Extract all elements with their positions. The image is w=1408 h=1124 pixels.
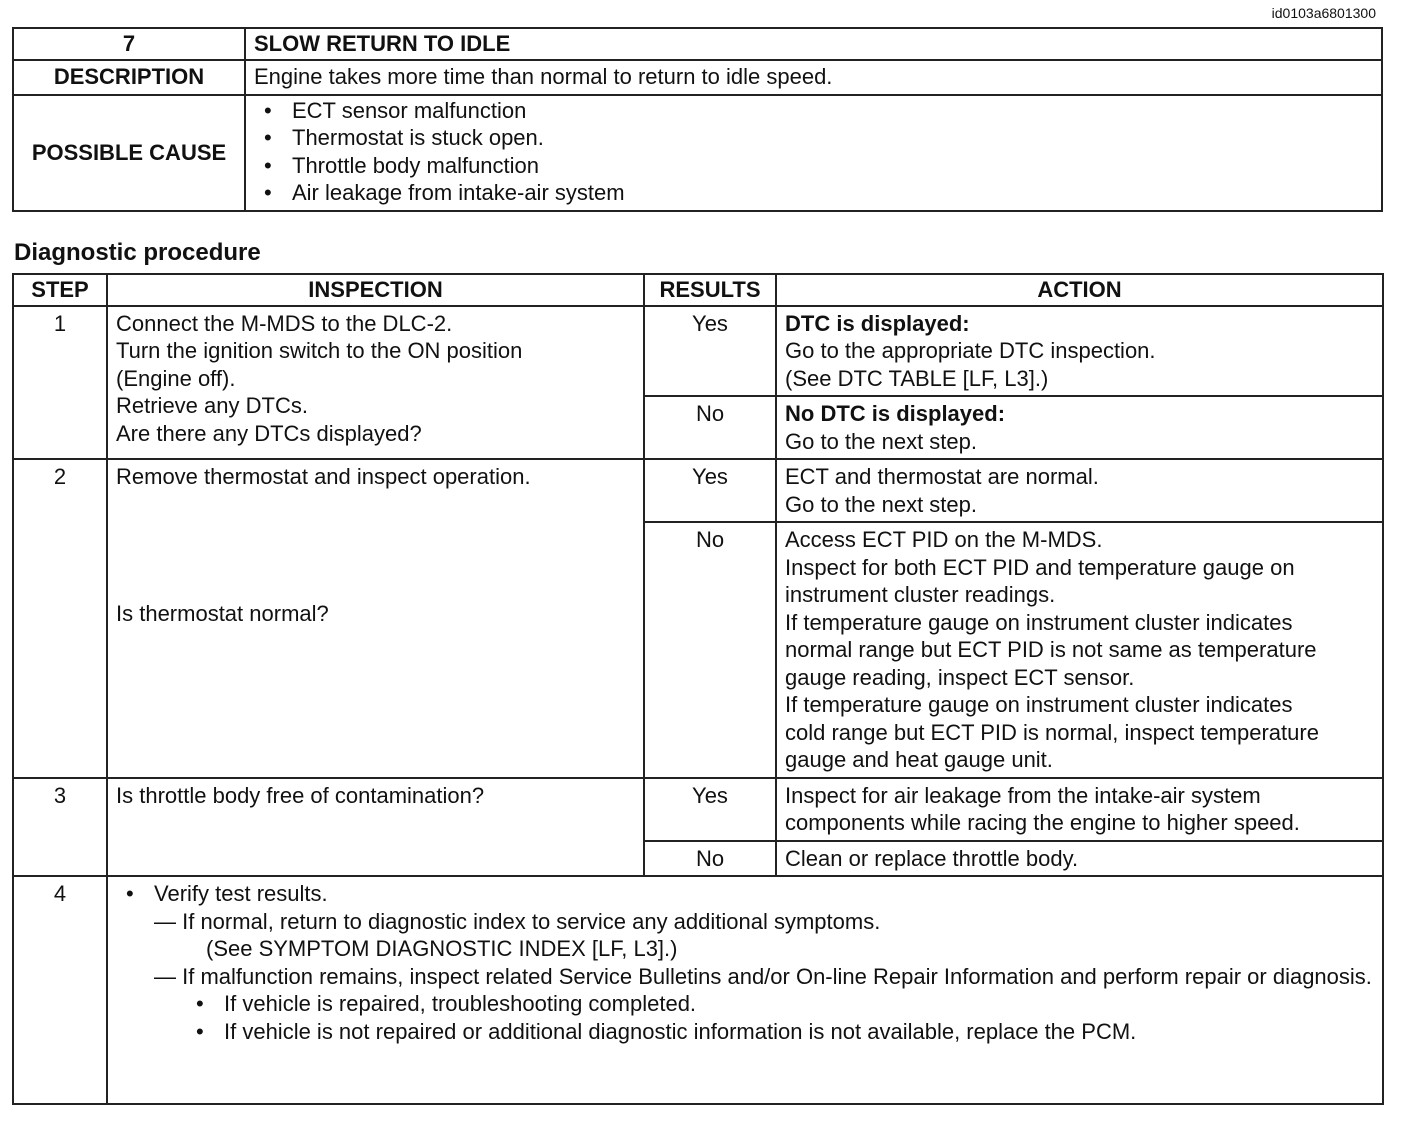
symptom-title: SLOW RETURN TO IDLE	[245, 28, 1382, 60]
result-no: No	[644, 396, 776, 459]
step-number: 1	[13, 306, 107, 460]
possible-cause-row	[13, 95, 1382, 211]
action-line: Inspect for air leakage from the intake-air system	[785, 782, 1261, 808]
inspection-line: Remove thermostat and inspect operation.	[116, 464, 531, 489]
action-heading: DTC is displayed:	[785, 310, 970, 336]
step-number: 3	[13, 778, 107, 877]
step-inspection	[107, 306, 644, 460]
malfunction-dash-line: — If malfunction remains, inspect related Service Bulletins and/or On-line Repair Information and perform repair or diagnosis.	[154, 963, 1372, 989]
action-line: instrument cluster readings.	[785, 582, 1056, 607]
repair-sub-item: • If vehicle is repaired, troubleshooting completed.	[224, 990, 1374, 1018]
action-no	[776, 396, 1383, 459]
action-line: (See DTC TABLE [LF, L3].)	[785, 365, 1049, 391]
symptom-number: 7	[13, 28, 245, 60]
inspection-question: Is thermostat normal?	[116, 601, 329, 626]
action-line: If temperature gauge on instrument cluster indicates	[785, 692, 1293, 717]
inspection-line: Retrieve any DTCs.	[116, 393, 308, 418]
inspection-line: Turn the ignition switch to the ON position	[116, 338, 523, 363]
result-no: No	[644, 841, 776, 877]
cause-item: • Throttle body malfunction	[292, 152, 1373, 180]
step-1-yes-row	[13, 306, 1383, 397]
diagnostic-procedure-table	[12, 273, 1384, 1105]
header-results: RESULTS	[644, 274, 776, 306]
document-id: id0103a6801300	[1271, 5, 1376, 21]
action-yes	[776, 306, 1383, 397]
repair-sub-item: • If vehicle is not repaired or additional diagnostic information is not available, replace the PCM.	[224, 1018, 1374, 1046]
action-line: Access ECT PID on the M-MDS.	[785, 527, 1103, 552]
verify-bullet	[154, 880, 1374, 1045]
possible-cause-label: POSSIBLE CAUSE	[13, 95, 245, 211]
step-number: 2	[13, 459, 107, 778]
action-heading: No DTC is displayed:	[785, 401, 1006, 426]
action-line: Go to the appropriate DTC inspection.	[785, 338, 1156, 363]
repair-sub-list	[154, 990, 1374, 1045]
cause-item: • Thermostat is stuck open.	[292, 124, 1373, 152]
action-line: Inspect for both ECT PID and temperature gauge on	[785, 554, 1295, 580]
result-yes: Yes	[644, 306, 776, 397]
action-yes	[776, 778, 1383, 841]
action-line: Go to the next step.	[785, 428, 978, 454]
symptom-table	[12, 27, 1383, 212]
action-line: components while racing the engine to higher speed.	[785, 810, 1300, 835]
result-yes: Yes	[644, 778, 776, 841]
header-step: STEP	[13, 274, 107, 306]
action-yes	[776, 459, 1383, 522]
action-line: cold range but ECT PID is normal, inspect temperature	[785, 719, 1319, 745]
normal-dash-line: — If normal, return to diagnostic index to service any additional symptoms.	[154, 908, 881, 934]
action-line: normal range but ECT PID is not same as temperature	[785, 637, 1317, 662]
result-no: No	[644, 522, 776, 778]
inspection-line: Connect the M-MDS to the DLC-2.	[116, 310, 453, 336]
action-line: gauge and heat gauge unit.	[785, 747, 1053, 772]
step-2-yes-row	[13, 459, 1383, 522]
inspection-line: (Engine off).	[116, 365, 236, 391]
header-row	[13, 274, 1383, 306]
step-number: 4	[13, 876, 107, 1104]
action-line: ECT and thermostat are normal.	[785, 464, 1099, 489]
description-row	[13, 60, 1382, 95]
action-line: gauge reading, inspect ECT sensor.	[785, 664, 1135, 690]
cause-item: • Air leakage from intake-air system	[292, 179, 1373, 207]
cause-item: • ECT sensor malfunction	[292, 97, 1373, 125]
normal-dash-reference: (See SYMPTOM DIAGNOSTIC INDEX [LF, L3].)	[206, 936, 678, 961]
section-title: Diagnostic procedure	[14, 239, 261, 266]
header-action: ACTION	[776, 274, 1383, 306]
step-inspection	[107, 459, 644, 778]
description-text: Engine takes more time than normal to return to idle speed.	[245, 60, 1382, 95]
verify-bullet-text: Verify test results.	[154, 881, 328, 906]
step-inspection: Is throttle body free of contamination?	[107, 778, 644, 877]
possible-cause-list	[254, 97, 1373, 207]
header-inspection: INSPECTION	[107, 274, 644, 306]
action-line: If temperature gauge on instrument cluster indicates	[785, 609, 1293, 635]
possible-cause-list-cell	[245, 95, 1382, 211]
step-4-content	[107, 876, 1383, 1104]
verify-list	[116, 880, 1374, 1045]
inspection-line: Are there any DTCs displayed?	[116, 420, 422, 446]
action-no: Clean or replace throttle body.	[776, 841, 1383, 877]
symptom-title-row	[13, 28, 1382, 60]
result-yes: Yes	[644, 459, 776, 522]
description-label: DESCRIPTION	[13, 60, 245, 95]
action-no	[776, 522, 1383, 778]
step-4-row	[13, 876, 1383, 1104]
action-line: Go to the next step.	[785, 491, 978, 517]
step-3-yes-row	[13, 778, 1383, 841]
